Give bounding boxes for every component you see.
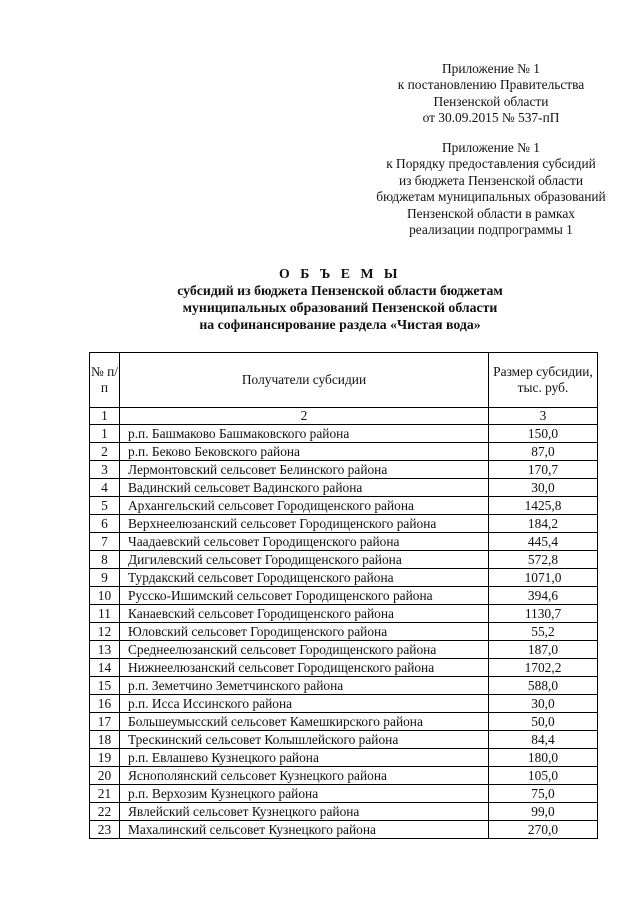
row-number: 15	[90, 677, 120, 695]
table-row	[90, 497, 598, 515]
recipient-name: Трескинский сельсовет Колышлейского района	[120, 731, 489, 749]
row-number: 13	[90, 641, 120, 659]
recipient-name: р.п. Евлашево Кузнецкого района	[120, 749, 489, 767]
recipient-name: р.п. Башмаково Башмаковского района	[120, 425, 489, 443]
column-index: 1	[90, 408, 120, 425]
table-row	[90, 569, 598, 587]
row-number: 9	[90, 569, 120, 587]
subsidy-amount: 50,0	[489, 713, 598, 731]
table-row	[90, 731, 598, 749]
row-number: 11	[90, 605, 120, 623]
subsidy-amount: 150,0	[489, 425, 598, 443]
recipient-name: р.п. Беково Бековского района	[120, 443, 489, 461]
row-number: 16	[90, 695, 120, 713]
recipient-name: р.п. Верхозим Кузнецкого района	[120, 785, 489, 803]
recipient-name: Чаадаевский сельсовет Городищенского района	[120, 533, 489, 551]
table-row	[90, 515, 598, 533]
recipient-name: Махалинский сельсовет Кузнецкого района	[120, 821, 489, 839]
table-row	[90, 587, 598, 605]
recipient-name: Большеумысский сельсовет Камешкирского района	[120, 713, 489, 731]
table-row	[90, 425, 598, 443]
table-row	[90, 551, 598, 569]
subsidy-amount: 105,0	[489, 767, 598, 785]
appendix-to-government-decree	[360, 61, 622, 127]
table-row	[90, 821, 598, 839]
row-number: 22	[90, 803, 120, 821]
table-row	[90, 785, 598, 803]
recipient-name: Вадинский сельсовет Вадинского района	[120, 479, 489, 497]
appendix-line: Приложение № 1	[441, 61, 541, 76]
subsidy-amount: 99,0	[489, 803, 598, 821]
subsidy-amount: 180,0	[489, 749, 598, 767]
row-number: 20	[90, 767, 120, 785]
appendix-line: к постановлению Правительства	[397, 77, 585, 93]
recipient-name: Дигилевский сельсовет Городищенского района	[120, 551, 489, 569]
recipient-name: р.п. Земетчино Земетчинского района	[120, 677, 489, 695]
recipient-name: Лермонтовский сельсовет Белинского района	[120, 461, 489, 479]
subsidy-amount: 1702,2	[489, 659, 598, 677]
table-row	[90, 677, 598, 695]
recipient-name: Нижнеелюзанский сельсовет Городищенского района	[120, 659, 489, 677]
table-row	[90, 803, 598, 821]
recipient-name: Юловский сельсовет Городищенского района	[120, 623, 489, 641]
row-number: 3	[90, 461, 120, 479]
row-number: 5	[90, 497, 120, 515]
subtitle-line: субсидий из бюджета Пензенской области бюджетам	[177, 283, 503, 298]
row-number: 21	[90, 785, 120, 803]
row-number: 10	[90, 587, 120, 605]
row-number: 23	[90, 821, 120, 839]
subtitle-line: муниципальных образований Пензенской области	[182, 300, 498, 315]
subsidy-amount: 1425,8	[489, 497, 598, 515]
table-header-row	[90, 353, 598, 408]
subsidy-amount: 55,2	[489, 623, 598, 641]
subsidy-amount: 187,0	[489, 641, 598, 659]
subsidy-amount: 572,8	[489, 551, 598, 569]
row-number: 17	[90, 713, 120, 731]
appendix-line: Пензенской области в рамках	[407, 205, 575, 221]
document-subtitle	[80, 282, 600, 333]
subsidy-amount: 30,0	[489, 695, 598, 713]
column-index: 2	[120, 408, 489, 425]
column-index-row	[90, 408, 598, 425]
table-row	[90, 461, 598, 479]
table-body	[90, 425, 598, 839]
recipient-name: Среднеелюзанский сельсовет Городищенского района	[120, 641, 489, 659]
row-number: 14	[90, 659, 120, 677]
recipient-name: Яснополянский сельсовет Кузнецкого района	[120, 767, 489, 785]
appendix-to-procedure	[360, 140, 622, 238]
subsidy-amount: 445,4	[489, 533, 598, 551]
row-number: 1	[90, 425, 120, 443]
table-row	[90, 479, 598, 497]
subsidy-volumes-table	[89, 352, 598, 839]
recipient-name: Архангельский сельсовет Городищенского района	[120, 497, 489, 515]
appendix-line: реализации подпрограммы 1	[409, 222, 573, 238]
subsidy-amount: 30,0	[489, 479, 598, 497]
recipient-name: р.п. Исса Иссинского района	[120, 695, 489, 713]
appendix-line: к Порядку предоставления субсидий	[386, 156, 596, 172]
recipient-name: Верхнеелюзанский сельсовет Городищенского района	[120, 515, 489, 533]
recipient-name: Турдакский сельсовет Городищенского района	[120, 569, 489, 587]
subsidy-amount: 1130,7	[489, 605, 598, 623]
subsidy-amount: 1071,0	[489, 569, 598, 587]
subsidy-amount: 184,2	[489, 515, 598, 533]
document-title: О Б Ъ Е М Ы	[279, 266, 401, 281]
table-row	[90, 749, 598, 767]
subsidy-amount: 170,7	[489, 461, 598, 479]
table-row	[90, 443, 598, 461]
subsidy-amount: 75,0	[489, 785, 598, 803]
subsidy-amount: 394,6	[489, 587, 598, 605]
appendix-line: из бюджета Пензенской области	[399, 172, 583, 188]
table-row	[90, 641, 598, 659]
appendix-line: от 30.09.2015 № 537-пП	[422, 110, 560, 126]
appendix-line: Пензенской области	[433, 93, 549, 109]
recipient-name: Канаевский сельсовет Городищенского района	[120, 605, 489, 623]
row-number: 12	[90, 623, 120, 641]
table-row	[90, 605, 598, 623]
appendix-line: Приложение № 1	[441, 140, 541, 155]
row-number: 8	[90, 551, 120, 569]
table-row	[90, 659, 598, 677]
row-number: 4	[90, 479, 120, 497]
table-row	[90, 767, 598, 785]
subsidy-amount: 270,0	[489, 821, 598, 839]
table-row	[90, 533, 598, 551]
subsidy-amount: 84,4	[489, 731, 598, 749]
recipient-name: Русско-Ишимский сельсовет Городищенского района	[120, 587, 489, 605]
row-number: 2	[90, 443, 120, 461]
subsidy-amount: 588,0	[489, 677, 598, 695]
subsidy-amount: 87,0	[489, 443, 598, 461]
column-index: 3	[489, 408, 598, 425]
recipient-name: Явлейский сельсовет Кузнецкого района	[120, 803, 489, 821]
appendix-line: бюджетам муниципальных образований	[376, 189, 606, 205]
subtitle-line: на софинансирование раздела «Чистая вода»	[199, 317, 481, 332]
table-row	[90, 623, 598, 641]
header-amount: Размер субсидии, тыс. руб.	[489, 353, 598, 408]
header-number: № п/п	[90, 353, 120, 408]
table-row	[90, 713, 598, 731]
row-number: 19	[90, 749, 120, 767]
row-number: 7	[90, 533, 120, 551]
row-number: 6	[90, 515, 120, 533]
table-row	[90, 695, 598, 713]
header-recipient: Получатели субсидии	[120, 353, 489, 408]
row-number: 18	[90, 731, 120, 749]
